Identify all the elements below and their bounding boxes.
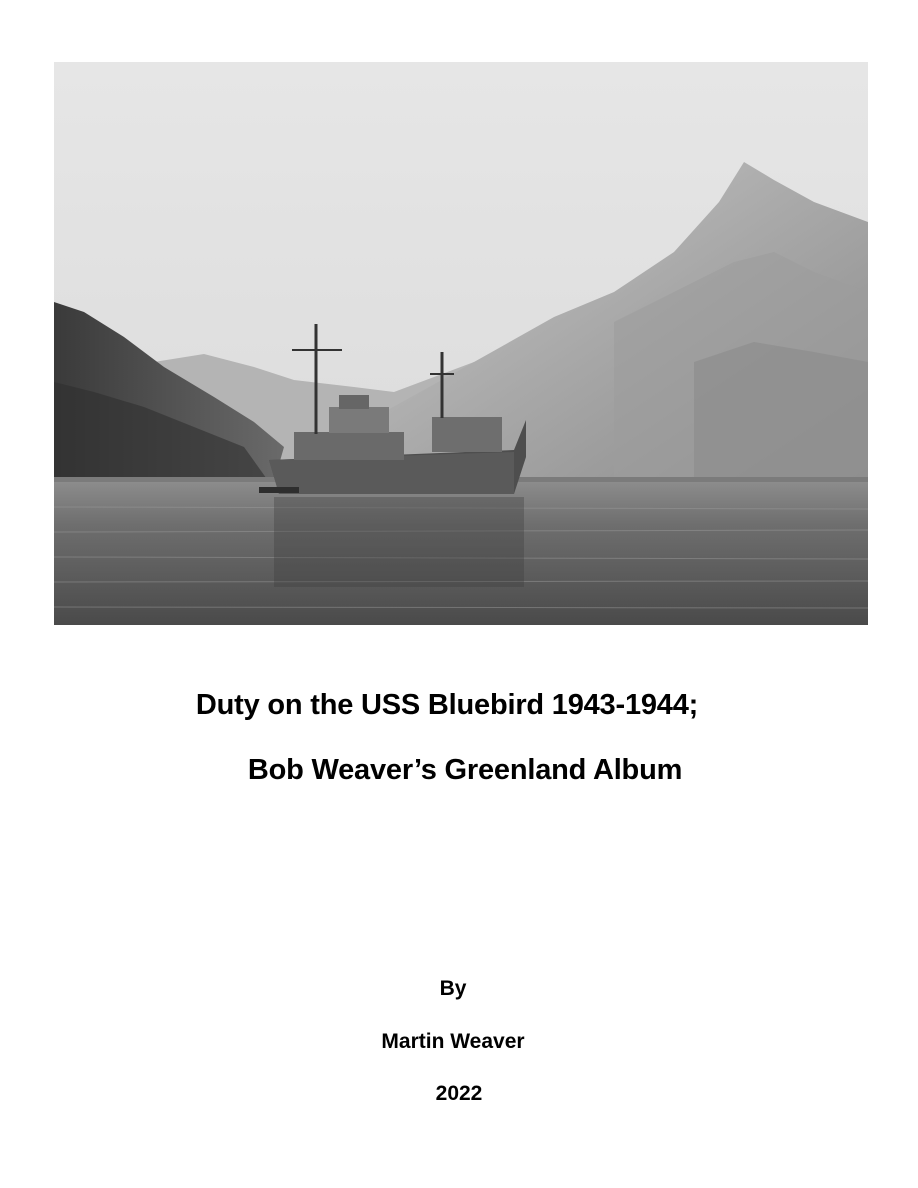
title-line-2: Bob Weaver’s Greenland Album — [247, 754, 683, 786]
cover-photo — [54, 62, 868, 625]
publication-year: 2022 — [435, 1082, 483, 1105]
author-name: Martin Weaver — [381, 1030, 525, 1053]
ship-in-fjord-photo-icon — [54, 62, 868, 625]
byline-by: By — [439, 977, 467, 1000]
title-line-1: Duty on the USS Bluebird 1943-1944; — [195, 689, 699, 721]
